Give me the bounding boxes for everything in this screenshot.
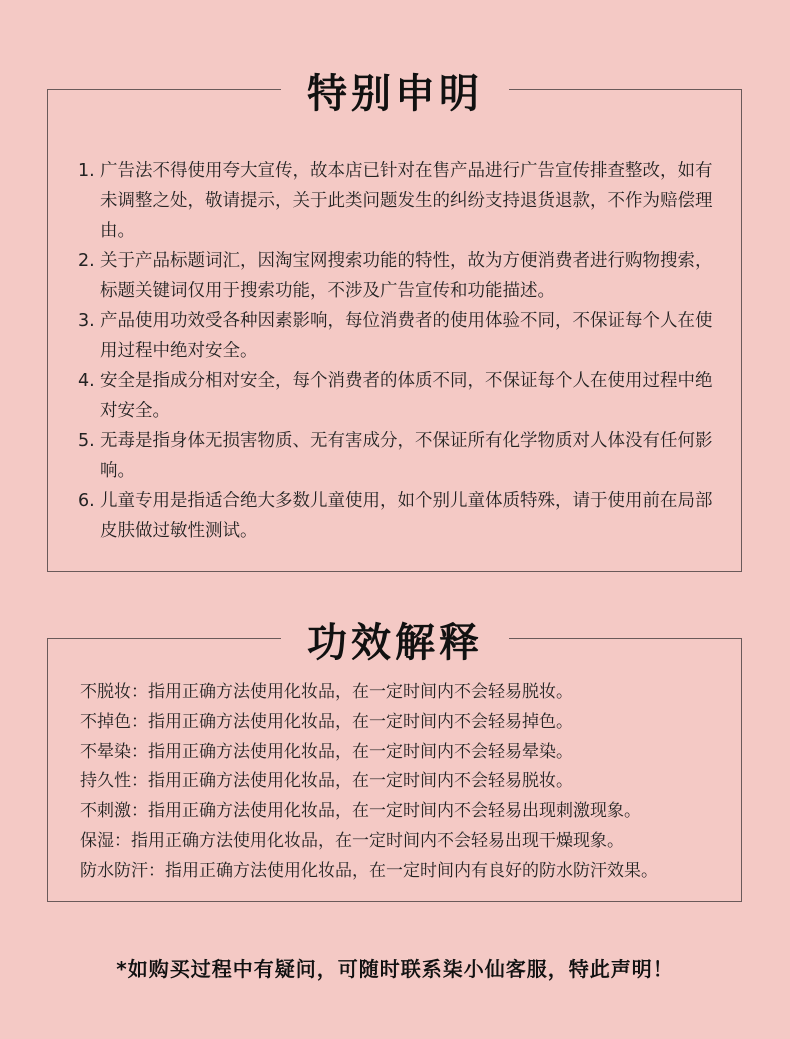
effect-item: 不脱妆：指用正确方法使用化妆品，在一定时间内不会轻易脱妆。	[80, 682, 573, 702]
declaration-item-5: 5. 无毒是指身体无损害物质、无有害成分，不保证所有化学物质对人体没有任何影响。	[78, 431, 713, 481]
declaration-item-3: 3. 产品使用功效受各种因素影响，每位消费者的使用体验不同，不保证每个人在使用过程中绝对安全。	[78, 311, 713, 361]
effect-item: 持久性：指用正确方法使用化妆品，在一定时间内不会轻易脱妆。	[80, 771, 573, 792]
declaration-title: 特别申明	[281, 62, 509, 119]
effect-item: 保湿：指用正确方法使用化妆品，在一定时间内不会轻易出现干燥现象。	[80, 830, 624, 851]
declaration-item-4: 4. 安全是指成分相对安全，每个消费者的体质不同，不保证每个人在使用过程中绝对安全。	[78, 371, 713, 421]
declaration-item-1: 1. 广告法不得使用夸大宣传，故本店已针对在售产品进行广告宣传排查整改，如有未调整之处，敬请提示，关于此类问题发生的纠纷支持退货退款，不作为赔偿理由。	[78, 161, 713, 241]
effects-title: 功效解释	[281, 611, 509, 668]
effect-item: 不刺激：指用正确方法使用化妆品，在一定时间内不会轻易出现刺激现象。	[80, 801, 641, 822]
declaration-item-2: 2. 关于产品标题词汇，因淘宝网搜索功能的特性，故为方便消费者进行购物搜索，标题关键词仅用于搜索功能，不涉及广告宣传和功能描述。	[78, 251, 713, 301]
footer-notice: *如购买过程中有疑问，可随时联系柒小仙客服，特此声明！	[116, 957, 674, 981]
effect-item: 防水防汗：指用正确方法使用化妆品，在一定时间内有良好的防水防汗效果。	[80, 860, 658, 881]
declaration-item-6: 6. 儿童专用是指适合绝大多数儿童使用，如个别儿童体质特殊，请于使用前在局部皮肤做过敏性测试。	[78, 491, 713, 541]
effects-list	[80, 678, 730, 887]
effect-item: 不晕染：指用正确方法使用化妆品，在一定时间内不会轻易晕染。	[80, 741, 573, 762]
effect-item: 不掉色：指用正确方法使用化妆品，在一定时间内不会轻易掉色。	[80, 711, 573, 732]
declaration-list	[78, 156, 728, 546]
